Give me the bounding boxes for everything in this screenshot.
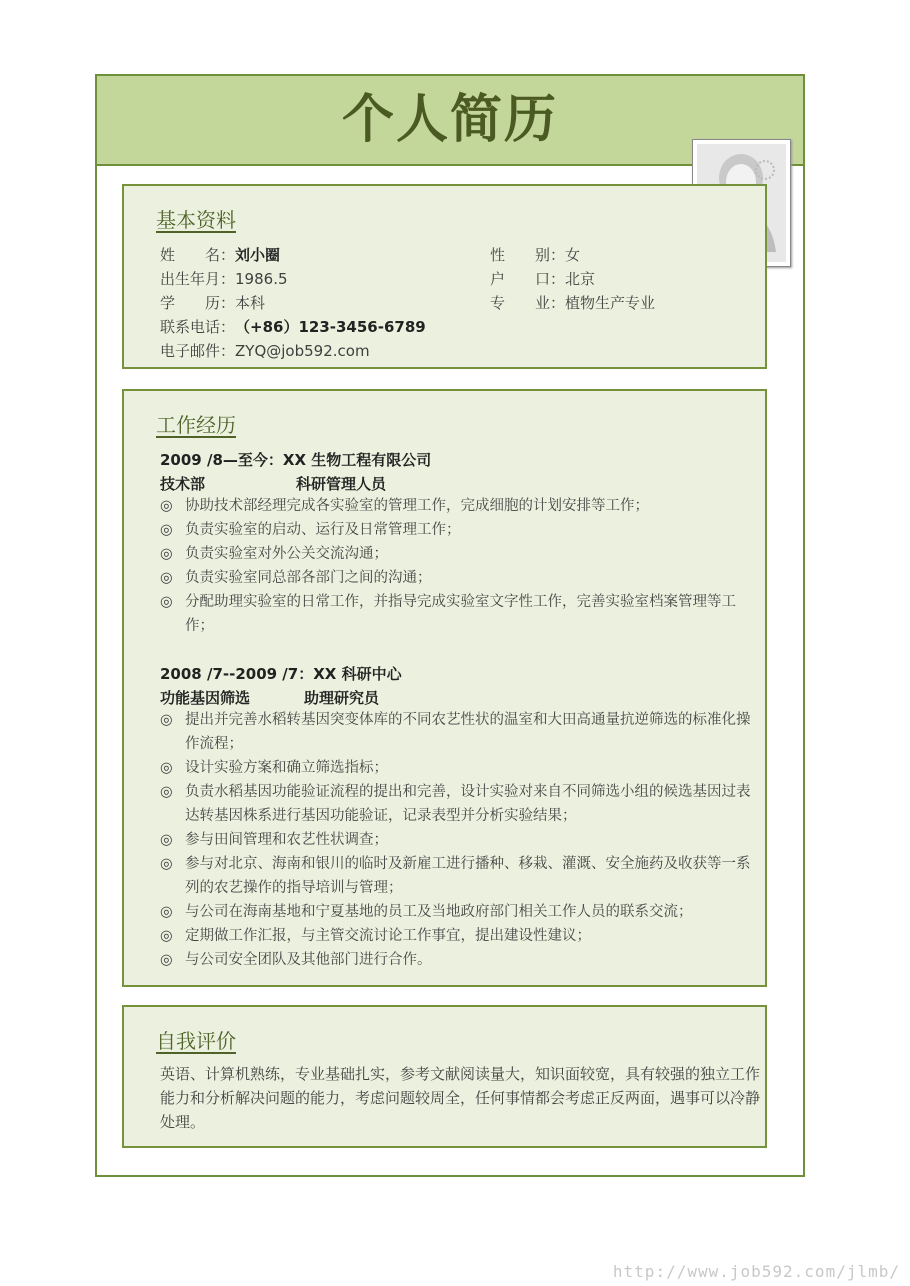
job-role: 科研管理人员 [296,475,387,493]
email-row [160,340,370,361]
job-role: 助理研究员 [304,689,380,707]
basic-info-section [122,184,767,369]
job-dept: 功能基因筛选 [160,689,251,707]
self-evaluation-heading: 自我评价 [156,1029,236,1053]
job-dept: 技术部 [160,475,206,493]
bullet-icon: ◎ [160,522,173,538]
work-experience-section: 工作经历 2009 /8—至今：XX 生物工程有限公司 技术部 科研管理人员 ◎ 协助技术部经理完成各实验室的管理工作，完成细胞的计划安排等工作； ◎ 负责实验室的启动、运行及日常管理工作； ◎ 负责实验室对外公关交流沟通； ◎ 负责实验室同总部各部门之间的沟通； ◎ 分配助理实验室的日常工作，并指导完成实验室文字性工作，完善实验室档案管理等工作； 2008 /7--2009 /7：XX 科研中心 功能基因筛选 助理研究员 ◎ 提出并完善水稻转基因突变体库的不同农艺性状的温室和大田高通量抗逆筛选的标准化操作流程； ◎ 设计实验方案和确立筛选指标； ◎ 负责水稻基因功能验证流程的提出和完善，设计实验对来自不同筛选小组的候选基因过表达转基因株系进行基因功能验证，记录表型并分析实验结果； ◎ 参与田间管理和农艺性状调查； ◎ 参与对北京、海南和银川的临时及新雇工进行播种、移栽、灌溉、安全施药及收获等一系列的农艺操作的指导培训与管理； ◎ 与公司在海南基地和宁夏基地的员工及当地政府部门相关工作人员的联系交流； ◎ 定期做工作汇报，与主管交流讨论工作事宜，提出建设性建议； ◎ 与公司安全团队及其他部门进行合作。 [122,389,767,987]
birth-row [160,268,288,289]
self-evaluation-text: 英语、计算机熟练，专业基础扎实，参考文献阅读量大，知识面较宽，具有较强的独立工作能力和分析解决问题的能力，考虑问题较周全，任何事情都会考虑正反两面，遇事可以冷静处理。 [160,1065,761,1131]
hukou-row [490,268,595,289]
edu-value: 本科 [235,294,266,312]
bullet-icon: ◎ [160,928,173,944]
bullet-icon: ◎ [160,570,173,586]
edu-row [160,292,265,313]
bullet-icon: ◎ [160,498,173,514]
gender-row [490,244,580,265]
gender-label: 性 别： [490,246,566,264]
name-value: 刘小圈 [235,246,281,264]
major-value: 植物生产专业 [565,294,656,312]
watermark-url: http://www.job592.com/jlmb/ [612,1262,900,1281]
bullet-icon: ◎ [160,546,173,562]
bullet-icon: ◎ [160,784,173,800]
bullet-icon: ◎ [160,856,173,872]
email-value: ZYQ@job592.com [235,342,370,360]
name-row [160,244,280,265]
name-label: 姓 名： [160,246,236,264]
bullet-icon: ◎ [160,594,173,610]
bullet-icon: ◎ [160,760,173,776]
gender-value: 女 [565,246,581,264]
bullet-icon: ◎ [160,904,173,920]
major-label: 专 业： [490,294,566,312]
email-label: 电子邮件： [160,342,236,360]
major-row [490,292,655,313]
job-header: 2009 /8—至今：XX 生物工程有限公司 [160,451,432,469]
bullet-icon: ◎ [160,952,173,968]
basic-info-heading: 基本资料 [156,208,236,232]
work-experience-heading: 工作经历 [156,413,236,437]
hukou-value: 北京 [565,270,596,288]
phone-label: 联系电话： [160,318,236,336]
phone-value: （+86）123-3456-6789 [235,318,426,336]
birth-value: 1986.5 [235,270,288,288]
job-header: 2008 /7--2009 /7：XX 科研中心 [160,665,402,683]
bullet-icon: ◎ [160,832,173,848]
self-evaluation-section [122,1005,767,1148]
birth-label: 出生年月： [160,270,236,288]
phone-row [160,316,426,337]
edu-label: 学 历： [160,294,236,312]
page-title: 个人简历 [341,90,558,150]
bullet-icon: ◎ [160,712,173,728]
hukou-label: 户 口： [490,270,566,288]
